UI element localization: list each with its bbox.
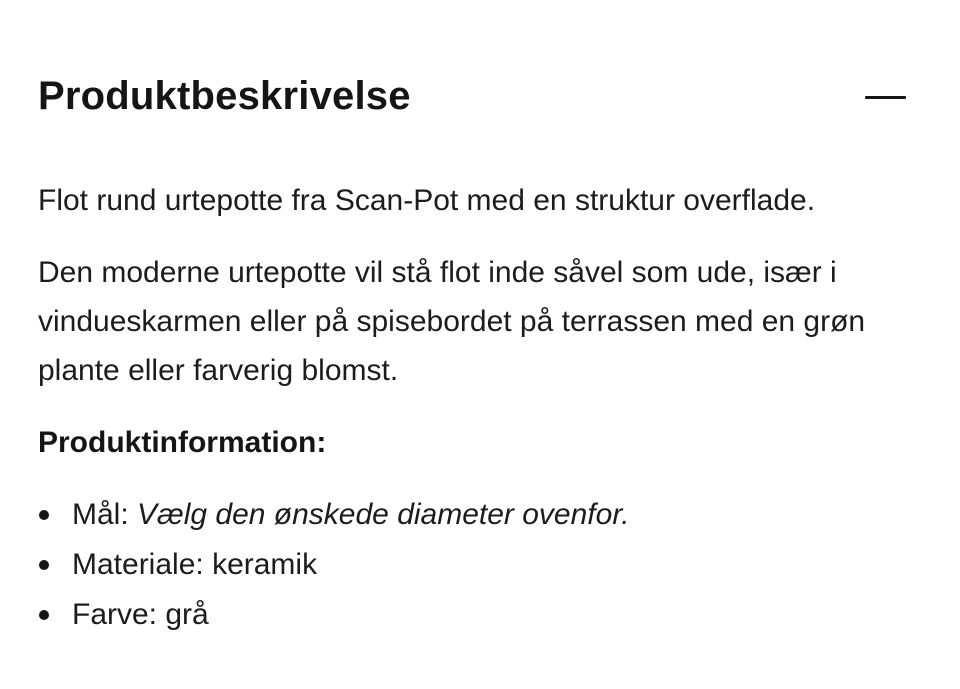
bullet-icon [39,560,49,570]
spec-label: Farve: [72,598,158,631]
bullet-icon [39,610,49,620]
collapse-button[interactable] [856,78,916,118]
section-title: Produktbeskrivelse [38,74,411,118]
spec-value: Vælg den ønskede diameter ovenfor. [137,498,630,531]
product-info-heading: Produktinformation: [38,426,327,459]
list-item [38,590,928,640]
spec-value: keramik [212,548,318,581]
spec-value: grå [165,598,209,631]
description-paragraph: Den moderne urtepotte vil stå flot inde såvel som ude, især i vindueskarmen eller på spisebordet på terrassen med en grøn plante eller farverig blomst. [38,256,866,387]
list-item [38,540,928,590]
bullet-icon [39,510,49,520]
list-item [38,490,928,540]
spec-label: Materiale: [72,548,204,581]
spec-label: Mål: [72,498,129,531]
product-info-list [38,490,928,640]
description-paragraph: Flot rund urtepotte fra Scan-Pot med en struktur overflade. [38,184,816,217]
accordion-header[interactable] [0,0,960,160]
description-content [38,176,928,640]
minus-icon [865,96,906,99]
